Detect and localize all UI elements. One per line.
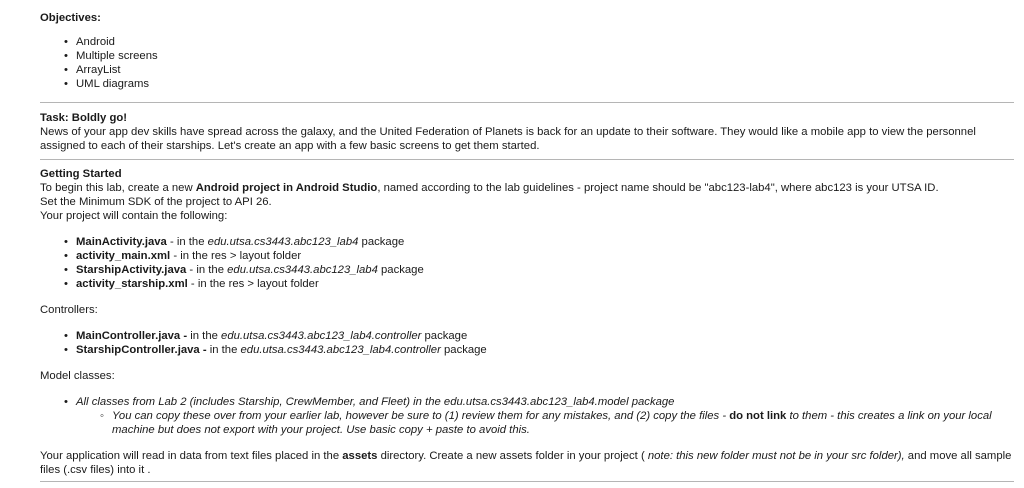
sdk-line: Set the Minimum SDK of the project to API 26.	[40, 196, 272, 208]
file-tail: package	[377, 264, 424, 276]
file-path: edu.utsa.cs3443.abc123_lab4	[207, 236, 359, 248]
files-list	[40, 235, 1014, 291]
application-paragraph	[40, 449, 1014, 477]
app-text-tail: and move all sample files (.csv files) into it .	[40, 450, 1012, 476]
getting-started-heading: Getting Started	[40, 168, 122, 180]
list-item: • Android	[40, 35, 1014, 49]
model-item-text: All classes from Lab 2 (includes Starship, CrewMember, and Fleet) in the edu.utsa.cs3443.abc123_lab4.model package	[76, 396, 675, 408]
app-text: Your application will read in data from text files placed in the	[40, 450, 343, 462]
intro-bold: Android project in Android Studio	[195, 182, 378, 194]
list-item	[40, 249, 1014, 263]
divider	[40, 159, 1014, 160]
divider	[40, 481, 1014, 482]
list-item	[40, 277, 1014, 291]
file-name: activity_starship.xml	[76, 278, 188, 290]
objectives-list	[40, 35, 1014, 91]
controller-tail: package	[421, 330, 468, 342]
file-desc: - in the res > layout folder	[170, 250, 302, 262]
app-bold: assets	[342, 450, 378, 462]
sub-bold: do not link	[729, 410, 787, 422]
file-desc: - in the	[166, 236, 208, 248]
controller-desc: in the	[190, 330, 222, 342]
divider	[40, 102, 1014, 103]
file-path: edu.utsa.cs3443.abc123_lab4	[227, 264, 378, 276]
model-list	[40, 395, 1014, 409]
task-heading: Task: Boldly go!	[40, 112, 128, 124]
controllers-heading: Controllers:	[40, 304, 98, 316]
controllers-list	[40, 329, 1014, 357]
controller-desc: in the	[209, 344, 241, 356]
document	[40, 0, 1014, 482]
controller-tail: package	[440, 344, 487, 356]
file-desc: - in the	[186, 264, 228, 276]
controller-path: edu.utsa.cs3443.abc123_lab4.controller	[221, 330, 422, 342]
list-item	[40, 235, 1014, 249]
list-item: • Multiple screens	[40, 49, 1014, 63]
intro-text: To begin this lab, create a new	[40, 182, 196, 194]
controller-name: MainController.java -	[76, 330, 191, 342]
model-sublist	[40, 409, 1014, 437]
file-name: StarshipActivity.java	[76, 264, 187, 276]
intro-text-tail: , named according to the lab guidelines - project name should be "abc123-lab4", where abc123 is your UTSA ID.	[377, 182, 939, 194]
objectives-heading: Objectives:	[40, 12, 101, 24]
contain-line: Your project will contain the following:	[40, 210, 228, 222]
controller-path: edu.utsa.cs3443.abc123_lab4.controller	[240, 344, 441, 356]
list-item: • UML diagrams	[40, 77, 1014, 91]
file-name: activity_main.xml	[76, 250, 171, 262]
sub-text: You can copy these over from your earlier lab, however be sure to (1) review them for any mistakes, and (2) copy the files -	[112, 410, 730, 422]
list-item	[40, 263, 1014, 277]
task-body: News of your app dev skills have spread across the galaxy, and the United Federation of Planets is back for an update to their software. They would like a mobile app to view the personnel assigned to each of their starships. Let's create an app with a few basic screens to get them started.	[40, 126, 976, 152]
list-item	[40, 329, 1014, 343]
getting-started-intro	[40, 181, 1014, 195]
list-item	[40, 395, 1014, 409]
list-item: • ArrayList	[40, 63, 1014, 77]
file-tail: package	[358, 236, 405, 248]
model-heading: Model classes:	[40, 370, 115, 382]
file-desc: - in the res > layout folder	[187, 278, 319, 290]
sub-text-tail: to them - this creates a link on your local machine but does not export with your project. Use basic copy + paste to avoid this.	[112, 410, 992, 436]
app-note: note: this new folder must not be in your src folder),	[647, 450, 905, 462]
controller-name: StarshipController.java -	[76, 344, 210, 356]
file-name: MainActivity.java	[76, 236, 167, 248]
app-text-mid: directory. Create a new assets folder in your project (	[377, 450, 648, 462]
list-item	[40, 409, 1014, 437]
list-item	[40, 343, 1014, 357]
